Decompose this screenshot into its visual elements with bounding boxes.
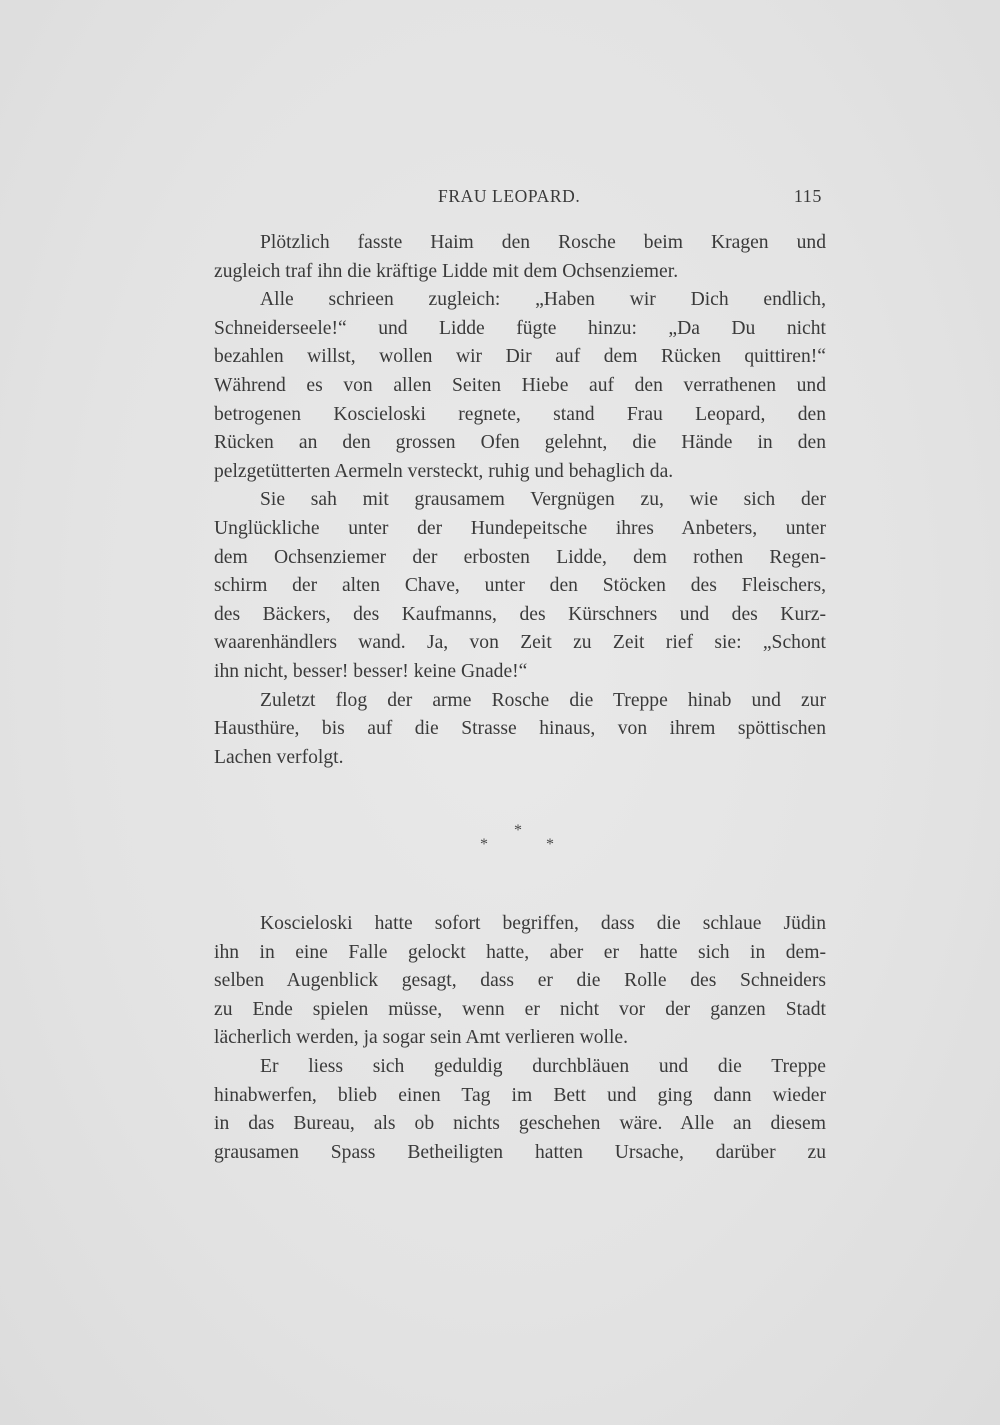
page-number: 115 (793, 186, 822, 206)
text-line: betrogenen Koscieloski regnete, stand Frau Leopard, den (214, 403, 826, 425)
paragraph (214, 1053, 826, 1167)
text-line: in das Bureau, als ob nichts geschehen wäre. Alle an diesem (214, 1113, 826, 1135)
text-line: lächerlich werden, ja sogar sein Amt verlieren wolle. (214, 1027, 629, 1049)
text-line: hinabwerfen, blieb einen Tag im Bett und ging dann wieder (214, 1084, 826, 1106)
text-line: Hausthüre, bis auf die Strasse hinaus, von ihrem spöttischen (214, 718, 826, 740)
asterisk: * (514, 822, 522, 839)
running-head-title: FRAU LEOPARD. (438, 186, 581, 206)
asterisk: * (546, 836, 554, 853)
text-line: waarenhändlers wand. Ja, von Zeit zu Zeit rief sie: „Schont (214, 632, 826, 654)
text-line: ihn in eine Falle gelockt hatte, aber er hatte sich in dem- (214, 941, 826, 963)
text-line: grausamen Spass Betheiligten hatten Ursache, darüber zu (214, 1141, 826, 1163)
paragraph (214, 229, 826, 286)
text-line: Zuletzt flog der arme Rosche die Treppe hinab und zur (260, 689, 826, 711)
text-line: zugleich traf ihn die kräftige Lidde mit dem Ochsenziemer. (214, 260, 679, 282)
text-section-2 (214, 910, 826, 1167)
text-line: ihn nicht, besser! besser! keine Gnade!“ (214, 660, 528, 682)
paragraph (214, 687, 826, 773)
text-line: Alle schrieen zugleich: „Haben wir Dich endlich, (260, 289, 826, 311)
running-head (214, 186, 826, 214)
text-line: dem Ochsenziemer der erbosten Lidde, dem rothen Regen- (214, 546, 826, 568)
text-line: Er liess sich geduldig durchbläuen und die Treppe (260, 1055, 826, 1077)
section-separator (470, 818, 570, 858)
paragraph (214, 910, 826, 1053)
text-line: Unglückliche unter der Hundepeitsche ihres Anbeters, unter (214, 517, 826, 539)
text-section-1 (214, 229, 826, 772)
text-line: Sie sah mit grausamem Vergnügen zu, wie sich der (260, 489, 826, 511)
text-line: Schneiderseele!“ und Lidde fügte hinzu: „Da Du nicht (214, 317, 826, 339)
asterisk: * (480, 836, 488, 853)
text-line: des Bäckers, des Kaufmanns, des Kürschners und des Kurz- (214, 603, 826, 625)
paragraph (214, 486, 826, 686)
text-line: bezahlen willst, wollen wir Dir auf dem Rücken quittiren!“ (214, 346, 826, 368)
text-line: schirm der alten Chave, unter den Stöcken des Fleischers, (214, 575, 826, 597)
text-line: zu Ende spielen müsse, wenn er nicht vor der ganzen Stadt (214, 998, 826, 1020)
paragraph (214, 286, 826, 486)
text-line: Plötzlich fasste Haim den Rosche beim Kragen und (260, 232, 826, 253)
text-line: Während es von allen Seiten Hiebe auf den verrathenen und (214, 374, 826, 396)
text-line: Koscieloski hatte sofort begriffen, dass die schlaue Jüdin (260, 913, 826, 934)
text-line: pelzgetütterten Aermeln versteckt, ruhig und behaglich da. (214, 460, 674, 482)
text-line: Lachen verfolgt. (214, 746, 344, 768)
text-line: selben Augenblick gesagt, dass er die Rolle des Schneiders (214, 970, 826, 992)
text-line: Rücken an den grossen Ofen gelehnt, die Hände in den (214, 432, 826, 454)
